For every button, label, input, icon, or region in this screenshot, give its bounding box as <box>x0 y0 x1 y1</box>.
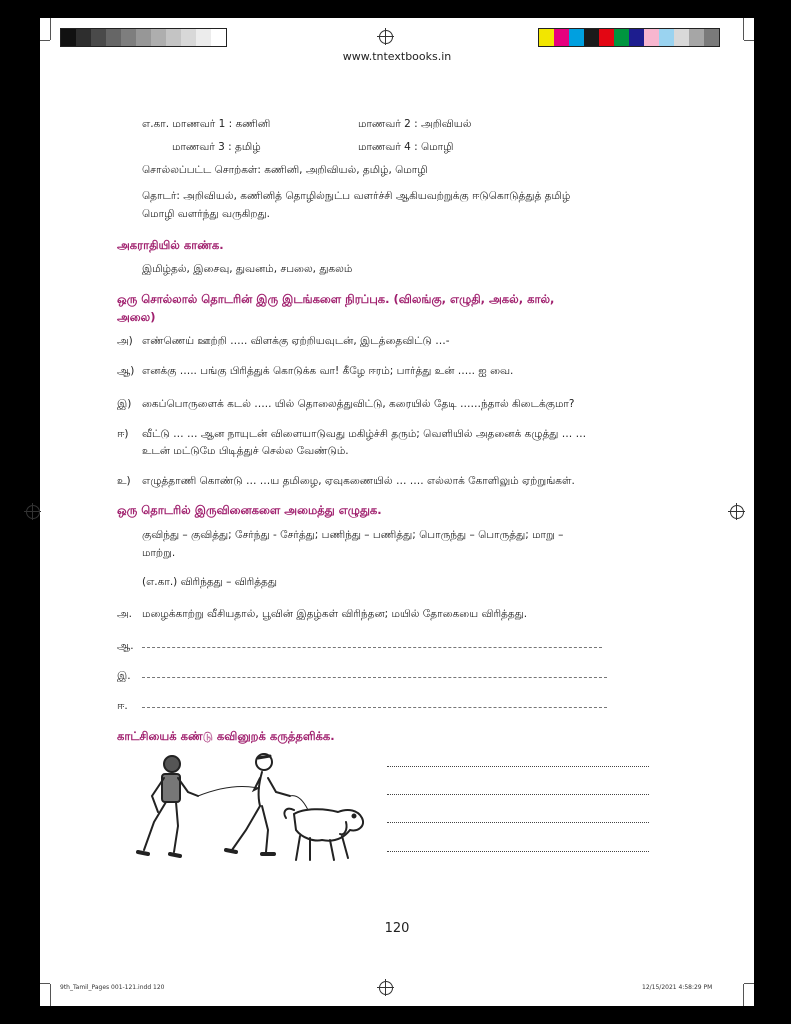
answer-example-text: மழைக்காற்று வீசியதால், பூவின் இதழ்கள் விரிந்தன; மயில் தோகையை விரித்தது. <box>142 608 528 620</box>
color-swatch <box>106 29 121 46</box>
color-swatch <box>539 29 554 46</box>
example-line-1b: மாணவர் 2 : அறிவியல் <box>358 118 472 130</box>
dictionary-words: இமிழ்தல், இசைவு, துவனம், சபலை, துகலம் <box>142 263 353 275</box>
registration-mark-icon <box>379 30 393 44</box>
blank-marker: உ) <box>117 475 131 487</box>
crop-mark <box>743 18 744 40</box>
crop-mark <box>743 984 744 1006</box>
example-sentence-line-1: தொடர்: அறிவியல், கணினித் தொழில்நுட்ப வளர்ச்சி ஆகியவற்றுக்கு ஈடுகொடுத்துத் தமிழ் <box>142 190 571 202</box>
fill-blanks-heading-line-2: அலை) <box>117 310 156 324</box>
indd-file-name: 9th_Tamil_Pages 001-121.indd 120 <box>60 984 165 991</box>
blank-sentence: கைப்பொருளைக் கடல் ….. யில் தொலைத்துவிட்டு, கரையில் தேடி ……ந்தால் கிடைக்குமா? <box>142 398 575 410</box>
color-swatch <box>211 29 226 46</box>
blank-marker: இ) <box>117 398 132 410</box>
poem-answer-line[interactable] <box>387 794 649 795</box>
example-line-2b: மாணவர் 4 : மொழி <box>358 141 454 153</box>
answer-line[interactable] <box>142 647 602 648</box>
crop-mark <box>744 983 754 984</box>
blank-sentence: எனக்கு ….. பங்கு பிரித்துக் கொடுக்க வா! கீழே ஈரம்; பார்த்து உன் ….. ஐ வை. <box>142 365 514 377</box>
print-timestamp: 12/15/2021 4:58:29 PM <box>642 984 713 991</box>
registration-mark-icon <box>379 981 393 995</box>
color-swatch <box>704 29 719 46</box>
color-swatch <box>674 29 689 46</box>
color-swatch <box>61 29 76 46</box>
poem-answer-line[interactable] <box>387 822 649 823</box>
poem-heading: காட்சியைக் கண்டு கவினுறக் கருத்தளிக்க. <box>117 729 335 743</box>
dictionary-heading: அகராதியில் காண்க. <box>117 238 224 252</box>
example-line-1a: எ.கா. மாணவர் 1 : கணினி <box>142 118 271 130</box>
blank-sentence: எண்ணெய் ஊற்றி ….. விளக்கு ஏற்றியவுடன், இடத்தைவிட்டு …- <box>142 335 450 347</box>
page-number: 120 <box>384 921 410 936</box>
crop-mark <box>50 984 51 1006</box>
row-marker: ஈ. <box>117 700 128 712</box>
said-words: சொல்லப்பட்ட சொற்கள்: கணினி, அறிவியல், தமிழ், மொழி <box>142 164 428 176</box>
color-swatch <box>629 29 644 46</box>
website-url: www.tntextbooks.in <box>342 50 452 63</box>
row-marker: இ. <box>117 670 131 682</box>
poem-answer-line[interactable] <box>387 851 649 852</box>
crop-mark <box>744 40 754 41</box>
example-line-2a: மாணவர் 3 : தமிழ் <box>172 141 261 153</box>
poem-answer-line[interactable] <box>387 766 649 767</box>
robot-walking-dog-illustration <box>118 750 380 868</box>
color-swatch <box>121 29 136 46</box>
verb-example: (எ.கா.) விரிந்தது – விரித்தது <box>142 576 277 588</box>
color-swatch <box>599 29 614 46</box>
color-swatch <box>659 29 674 46</box>
blank-marker: ஈ) <box>117 428 129 440</box>
color-swatch <box>136 29 151 46</box>
color-swatch <box>166 29 181 46</box>
color-swatch <box>76 29 91 46</box>
textbook-page <box>40 18 754 1006</box>
crop-mark <box>50 18 51 40</box>
color-swatch <box>554 29 569 46</box>
row-marker: ஆ. <box>117 640 134 652</box>
blank-marker: ஆ) <box>117 365 135 377</box>
color-calibration-bar <box>538 28 720 47</box>
color-swatch <box>196 29 211 46</box>
color-swatch <box>614 29 629 46</box>
color-swatch <box>569 29 584 46</box>
color-swatch <box>181 29 196 46</box>
color-swatch <box>689 29 704 46</box>
answer-line[interactable] <box>142 677 607 678</box>
row-marker: அ. <box>117 608 133 620</box>
verb-pairs-line-2: மாற்று. <box>142 547 176 559</box>
color-swatch <box>151 29 166 46</box>
example-sentence-line-2: மொழி வளர்ந்து வருகிறது. <box>142 208 270 220</box>
color-swatch <box>91 29 106 46</box>
two-verbs-heading: ஒரு தொடரில் இருவினைகளை அமைத்து எழுதுக. <box>117 503 382 517</box>
registration-mark-icon <box>730 505 744 519</box>
blank-sentence-continued: உடன் மட்டுமே பிடித்துச் செல்ல வேண்டும். <box>142 445 349 457</box>
verb-pairs-line-1: குவிந்து – குவித்து; சேர்ந்து - சேர்த்து; பணிந்து – பணித்து; பொருந்து – பொருத்து; மாறு – <box>142 529 564 541</box>
crop-mark <box>40 40 50 41</box>
blank-marker: அ) <box>117 335 133 347</box>
crop-mark <box>40 983 50 984</box>
registration-mark-icon <box>26 505 40 519</box>
color-swatch <box>584 29 599 46</box>
blank-sentence: வீட்டு … … ஆன நாயுடன் விளையாடுவது மகிழ்ச்சி தரும்; வெளியில் அதனைக் கழுத்து … … <box>142 428 587 440</box>
fill-blanks-heading-line-1: ஒரு சொல்லால் தொடரின் இரு இடங்களை நிரப்புக. (விலங்கு, எழுதி, அகல், கால், <box>117 292 555 306</box>
blank-sentence: எழுத்தாணி கொண்டு … …ய தமிழை, ஏவுகணையில் … …. எல்லாக் கோளிலும் ஏற்றுங்கள். <box>142 475 575 487</box>
answer-line[interactable] <box>142 707 607 708</box>
grayscale-calibration-bar <box>60 28 227 47</box>
color-swatch <box>644 29 659 46</box>
